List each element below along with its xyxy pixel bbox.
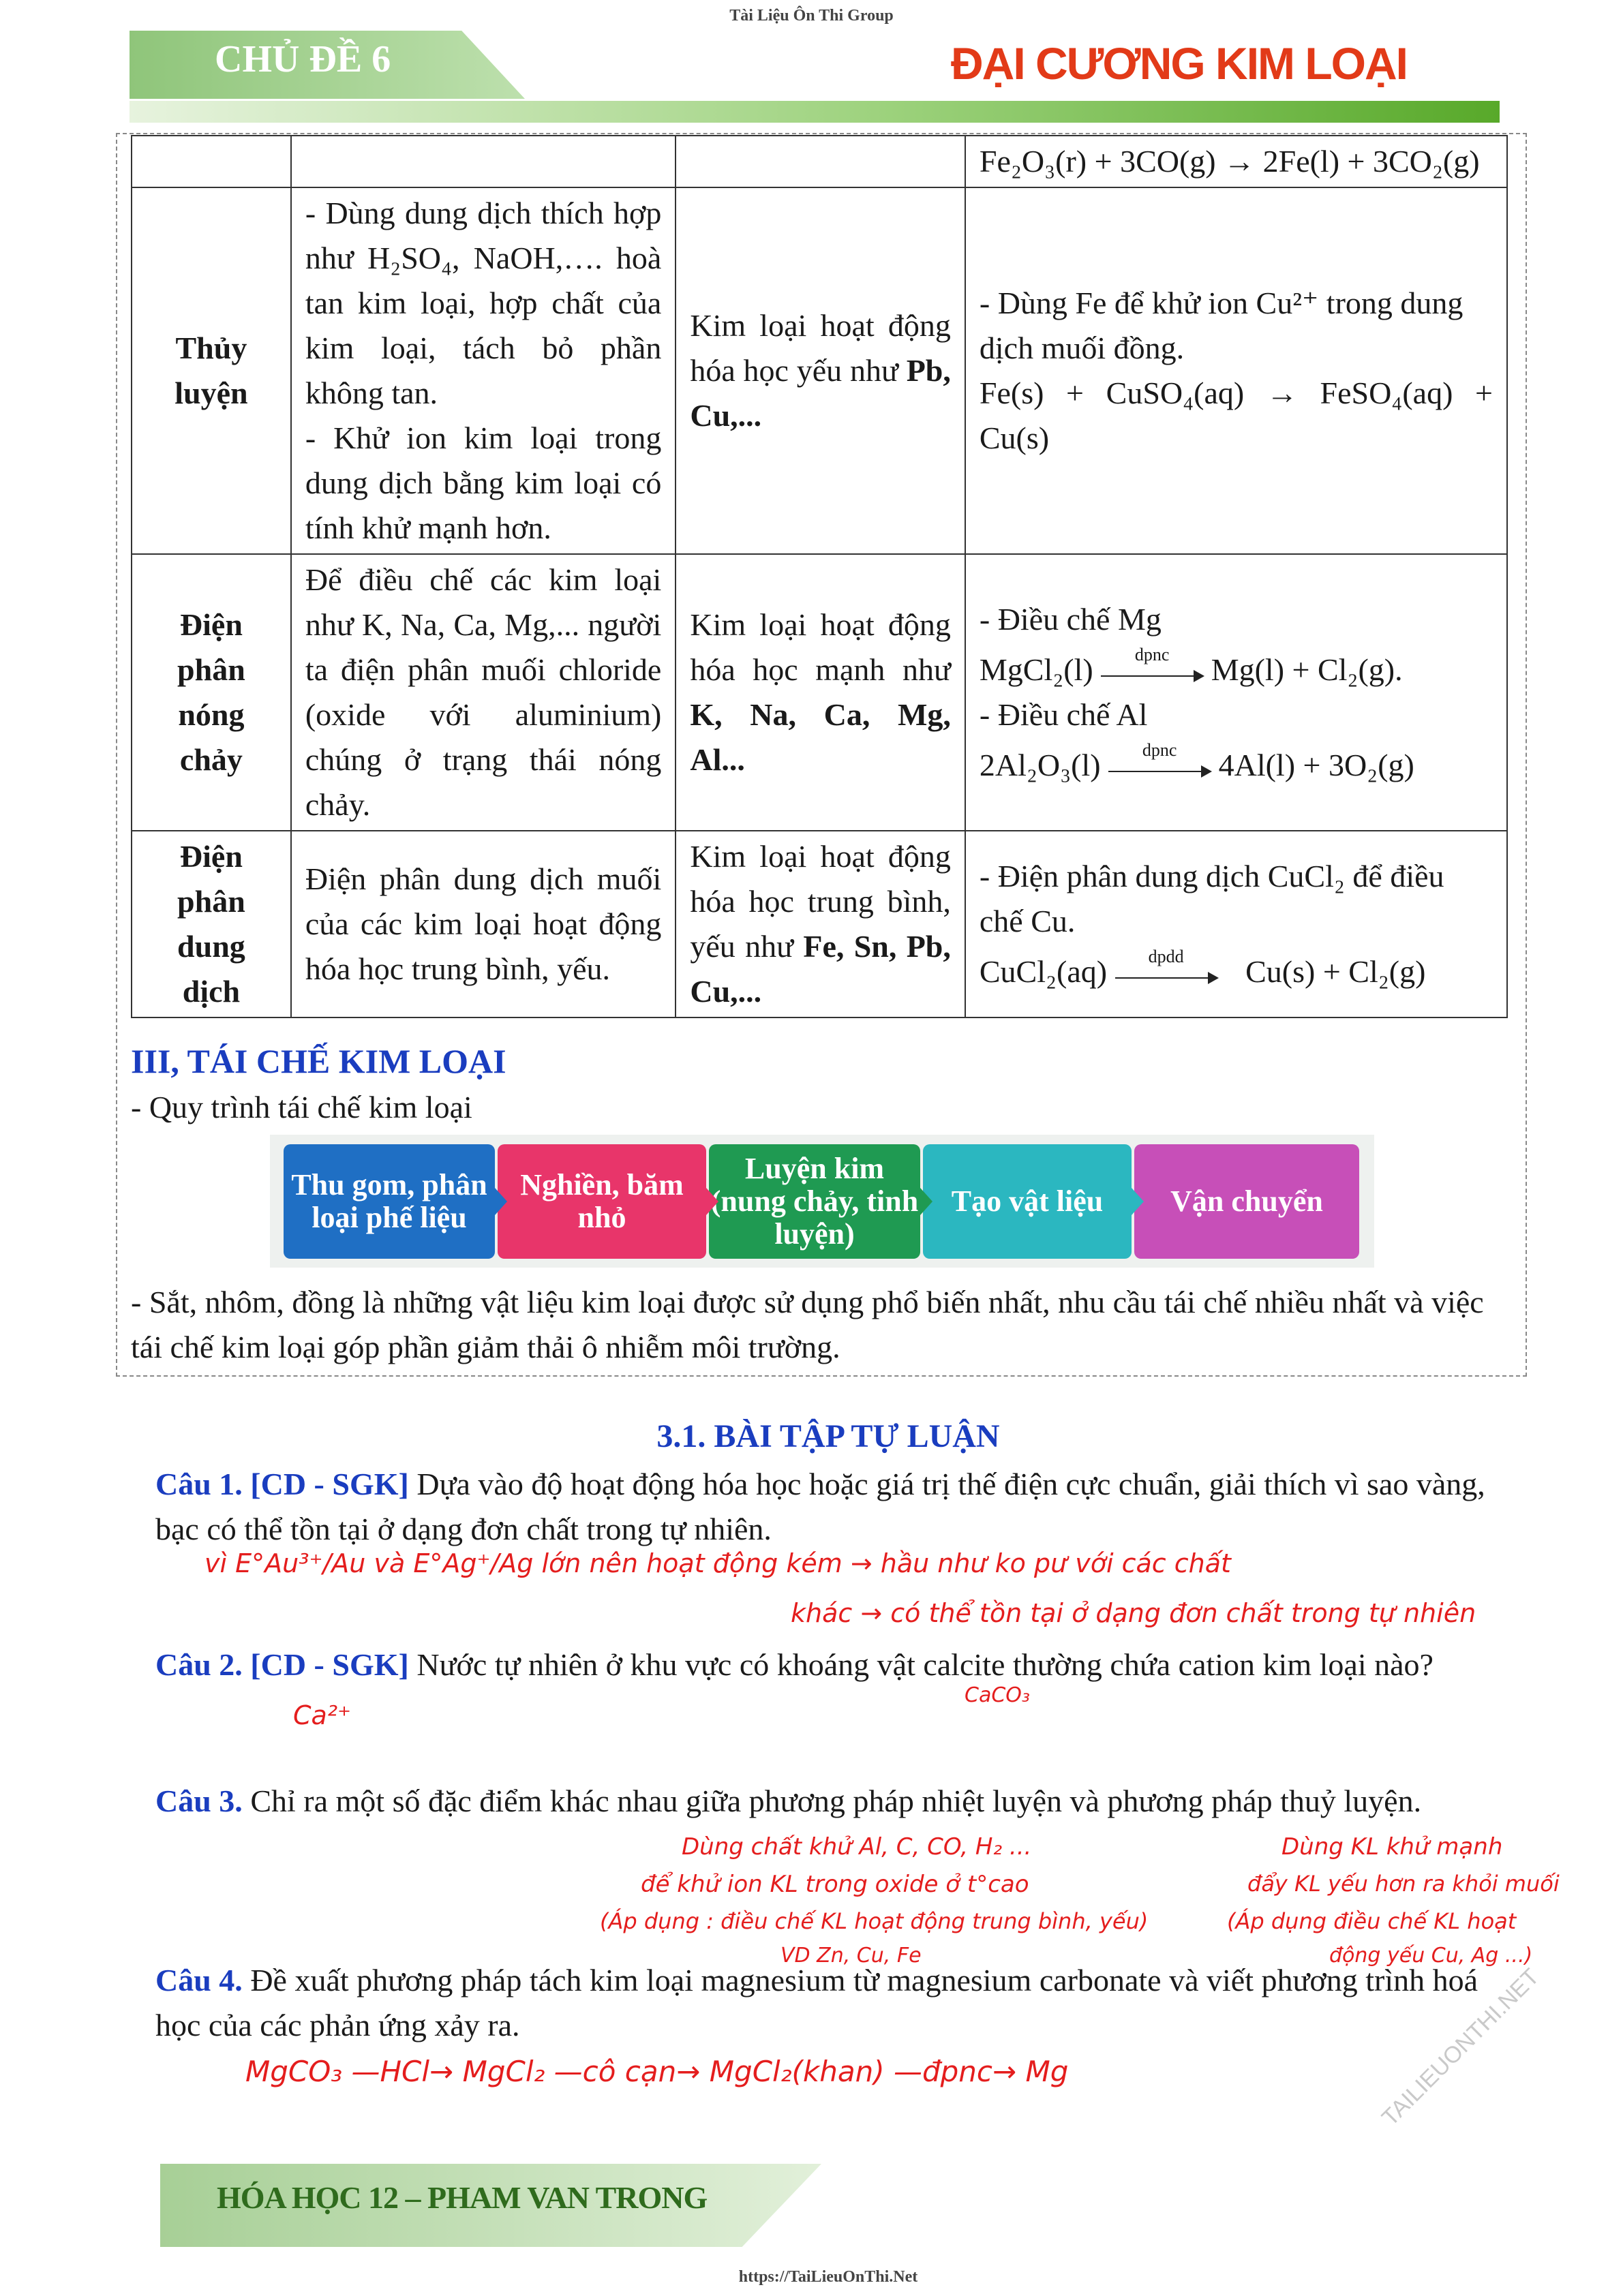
watermark: TAILIEUONTHI.NET <box>1377 1963 1545 2131</box>
method-name: Thủy luyện <box>132 187 291 554</box>
flow-chevron <box>1132 1188 1144 1215</box>
method-name: Điện phân dung dịch <box>132 831 291 1017</box>
example-text: - Điều chế Mg <box>979 602 1162 637</box>
section-intro: - Quy trình tái chế kim loại <box>131 1090 472 1124</box>
principle-text: Để điều chế các kim loại như K, Na, Ca, Mg,... người ta điện phân muối chloride (oxide với aluminium) chúng ở trạng thái nóng chảy. <box>291 554 676 831</box>
question-label: Câu 1. [CD - SGK] <box>155 1467 409 1501</box>
principle-text: Điện phân dung dịch muối của các kim loại hoạt động hóa học trung bình, yếu. <box>291 831 676 1017</box>
handwritten-answer-1: vì E°Au³⁺/Au và E°Ag⁺/Ag lớn nên hoạt động kém → hầu như ko pư với các chất <box>204 1548 1231 1578</box>
question-label: Câu 2. [CD - SGK] <box>155 1647 409 1682</box>
header-line <box>130 101 1500 123</box>
exercises-title: 3.1. BÀI TẬP TỰ LUẬN <box>656 1418 1000 1454</box>
handwritten-note-2: CaCO₃ <box>965 1683 1030 1707</box>
flow-chevron <box>706 1188 718 1215</box>
flow-step-transport: Vận chuyển <box>1134 1144 1359 1259</box>
page-title: ĐẠI CƯƠNG KIM LOẠI <box>951 38 1408 89</box>
apply-text: Kim loại hoạt động hóa học trung bình, yếu như <box>690 839 951 964</box>
method-name: Điện phân nóng chảy <box>132 554 291 831</box>
footer-book-title: HÓA HỌC 12 – PHAM VAN TRONG <box>217 2180 708 2215</box>
example-text: - Điện phân dung dịch CuCl₂ để điều chế Cu. <box>979 859 1444 938</box>
question-4: Câu 4. Đề xuất phương pháp tách kim loại magnesium từ magnesium carbonate và viết phương trình hoá học của các phản ứng xảy ra. <box>155 1963 1478 2042</box>
example-text: - Dùng Fe để khử ion Cu²⁺ trong dung dịch muối đồng. <box>979 286 1463 365</box>
question-label: Câu 3. <box>155 1784 243 1818</box>
recycling-flow-diagram <box>270 1135 1374 1268</box>
question-2: Câu 2. [CD - SGK] Nước tự nhiên ở khu vực có khoáng vật calcite thường chứa cation kim loại nào? <box>155 1647 1434 1682</box>
apply-metals: Pb, Cu,... <box>690 353 951 433</box>
flow-step-smelt: Luyện kim (nung chảy, tinh luyện) <box>709 1144 920 1259</box>
top-note: Tài Liệu Ôn Thi Group <box>729 7 894 25</box>
handwritten-answer-3b: Dùng KL khử mạnh <box>1281 1833 1503 1861</box>
apply-text: Kim loại hoạt động hóa học mạnh như <box>690 607 951 687</box>
table-row <box>132 136 1507 187</box>
flow-step-crush: Nghiền, băm nhỏ <box>498 1144 706 1259</box>
apply-text: Kim loại hoạt động hóa học yếu như <box>690 308 951 388</box>
section-note: - Sắt, nhôm, đồng là những vật liệu kim loại được sử dụng phổ biến nhất, nhu cầu tái chế nhiều nhất và việc tái chế kim loại góp phần giảm thải ô nhiễm môi trường. <box>131 1285 1484 1364</box>
reaction-arrow: dpnc <box>1101 669 1203 677</box>
handwritten-answer-3: (Áp dụng : điều chế KL hoạt động trung bình, yếu) <box>600 1908 1149 1934</box>
flow-step-collect: Thu gom, phân loại phế liệu <box>284 1144 495 1259</box>
handwritten-answer-4: MgCO₃ —HCl→ MgCl₂ —cô cạn→ MgCl₂(khan) —đpnc→ Mg <box>245 2055 1069 2088</box>
handwritten-answer-3: để khử ion KL trong oxide ở t°cao <box>641 1871 1029 1898</box>
flow-step-material: Tạo vật liệu <box>923 1144 1132 1259</box>
table-row <box>132 187 1507 554</box>
table-row <box>132 554 1507 831</box>
handwritten-answer-3b: động yếu Cu, Ag ...) <box>1329 1944 1533 1968</box>
question-3: Câu 3. Chỉ ra một số đặc điểm khác nhau giữa phương pháp nhiệt luyện và phương pháp thuỷ luyện. <box>155 1784 1422 1818</box>
principle-text: - Dùng dung dịch thích hợp như H₂SO₄, NaOH,…. hoà tan kim loại, hợp chất của kim loại, tách bỏ phần không tan. <box>305 196 662 410</box>
apply-metals: Fe, Sn, Pb, Cu,... <box>690 929 951 1009</box>
topic-label: CHỦ ĐỀ 6 <box>215 38 391 80</box>
reaction-arrow: dpdd <box>1115 970 1217 979</box>
apply-metals: K, Na, Ca, Mg, Al... <box>690 697 951 777</box>
example-equation: 2Al₂O₃(l) dpnc 4Al(l) + 3O₂(g) <box>979 740 1414 782</box>
section-title: III, TÁI CHẾ KIM LOẠI <box>131 1042 506 1080</box>
table-row <box>132 831 1507 1017</box>
question-label: Câu 4. <box>155 1963 243 1997</box>
principle-text: - Khử ion kim loại trong dung dịch bằng kim loại có tính khử mạnh hơn. <box>305 420 662 545</box>
flow-chevron <box>920 1188 932 1215</box>
handwritten-answer-3: Dùng chất khử Al, C, CO, H₂ ... <box>682 1833 1032 1861</box>
handwritten-answer-2: Ca²⁺ <box>293 1700 352 1730</box>
handwritten-answer-3b: (Áp dụng điều chế KL hoạt <box>1227 1908 1517 1934</box>
footer-url: https://TaiLieuOnThi.Net <box>738 2268 918 2286</box>
flow-chevron <box>495 1188 507 1215</box>
example-equation: Fe(s) + CuSO₄(aq) → FeSO₄(aq) + Cu(s) <box>979 376 1493 455</box>
example-equation: CuCl₂(aq) dpdd Cu(s) + Cl₂(g) <box>979 947 1426 989</box>
question-1: Câu 1. [CD - SGK] Dựa vào độ hoạt động hóa học hoặc giá trị thế điện cực chuẩn, giải thích vì sao vàng, bạc có thể tồn tại ở dạng đơn chất trong tự nhiên. <box>155 1467 1485 1546</box>
handwritten-answer-3b: đẩy KL yếu hơn ra khỏi muối <box>1247 1871 1560 1897</box>
handwritten-answer-1b: khác → có thể tồn tại ở dạng đơn chất trong tự nhiên <box>791 1598 1476 1628</box>
table-cell: Fe₂O₃(r) + 3CO(g) → 2Fe(l) + 3CO₂(g) <box>965 136 1507 187</box>
handwritten-answer-3: VD Zn, Cu, Fe <box>780 1944 922 1968</box>
reaction-arrow: dpnc <box>1108 764 1211 772</box>
example-equation: MgCl₂(l) dpnc Mg(l) + Cl₂(g). <box>979 645 1403 687</box>
metal-production-table <box>131 135 1508 1018</box>
example-text: - Điều chế Al <box>979 697 1148 732</box>
